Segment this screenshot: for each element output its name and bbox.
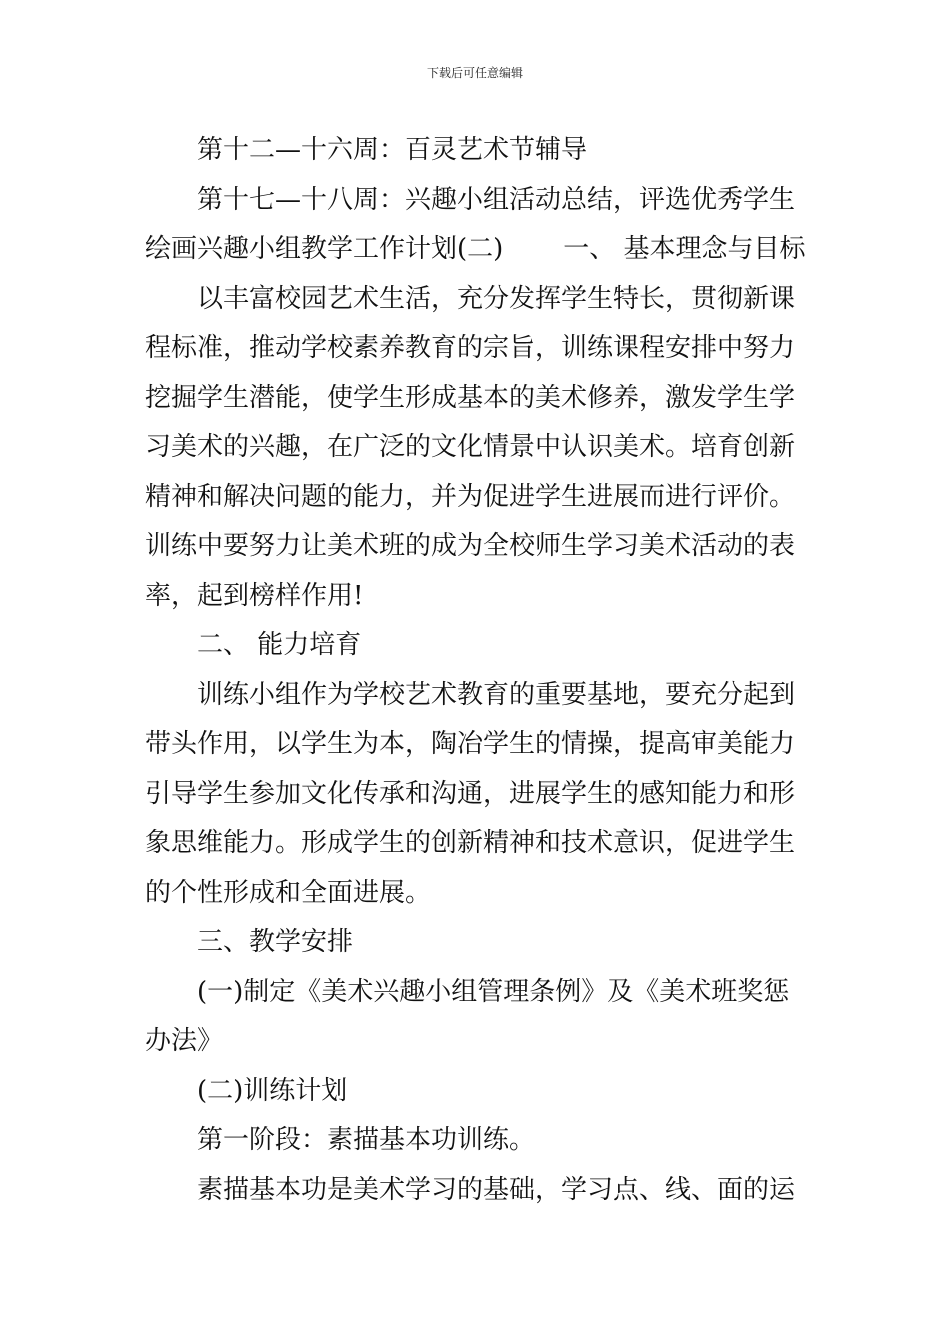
paragraph-line: 挖掘学生潜能，使学生形成基本的美术修养，激发学生学: [145, 382, 796, 413]
paragraph-line: 训练中要努力让美术班的成为全校师生学习美术活动的表: [145, 531, 796, 561]
paragraph-line: 引导学生参加文化传承和沟通，进展学生的感知能力和形: [145, 778, 796, 809]
paragraph-line: 程标准，推动学校素养教育的宗旨，训练课程安排中努力: [145, 333, 796, 363]
paragraph-line: (一)制定《美术兴趣小组管理条例》及《美术班奖惩: [197, 976, 790, 1007]
paragraph-line: 第十二—十六周：百灵艺术节辅导: [197, 135, 588, 165]
paragraph-line: 以丰富校园艺术生活，充分发挥学生特长，贯彻新课: [197, 283, 796, 314]
document-body: [145, 126, 815, 1215]
document-title: 绘画兴趣小组教学工作计划(二): [145, 234, 504, 264]
paragraph-line: 办法》: [145, 1026, 224, 1056]
section-heading-line: [145, 225, 815, 275]
paragraph-line: 第十七—十八周：兴趣小组活动总结，评选优秀学生: [197, 184, 796, 215]
paragraph-line: 的个性形成和全面进展。: [145, 877, 432, 908]
section-heading: 一、 基本理念与目标: [563, 234, 806, 264]
paragraph-line: 第一阶段：素描基本功训练。: [197, 1125, 536, 1155]
paragraph-line: 象思维能力。形成学生的创新精神和技术意识，促进学生: [145, 828, 796, 858]
paragraph-line: 精神和解决问题的能力，并为促进学生进展而进行评价。: [145, 481, 796, 512]
paragraph-line: 素描基本功是美术学习的基础，学习点、线、面的运: [197, 1174, 796, 1205]
section-heading: 三、教学安排: [197, 927, 354, 957]
subsection-heading: (二)训练计划: [197, 1075, 348, 1106]
page-header-note: 下载后可任意编辑: [426, 66, 523, 80]
paragraph-line: 带头作用，以学生为本，陶冶学生的情操，提高审美能力: [145, 729, 796, 759]
paragraph-line: 率，起到榜样作用!: [145, 580, 364, 611]
section-heading: 二、 能力培育: [197, 630, 362, 660]
paragraph-line: 训练小组作为学校艺术教育的重要基地，要充分起到: [197, 679, 796, 710]
paragraph-line: 习美术的兴趣，在广泛的文化情景中认识美术。培育创新: [145, 432, 796, 462]
